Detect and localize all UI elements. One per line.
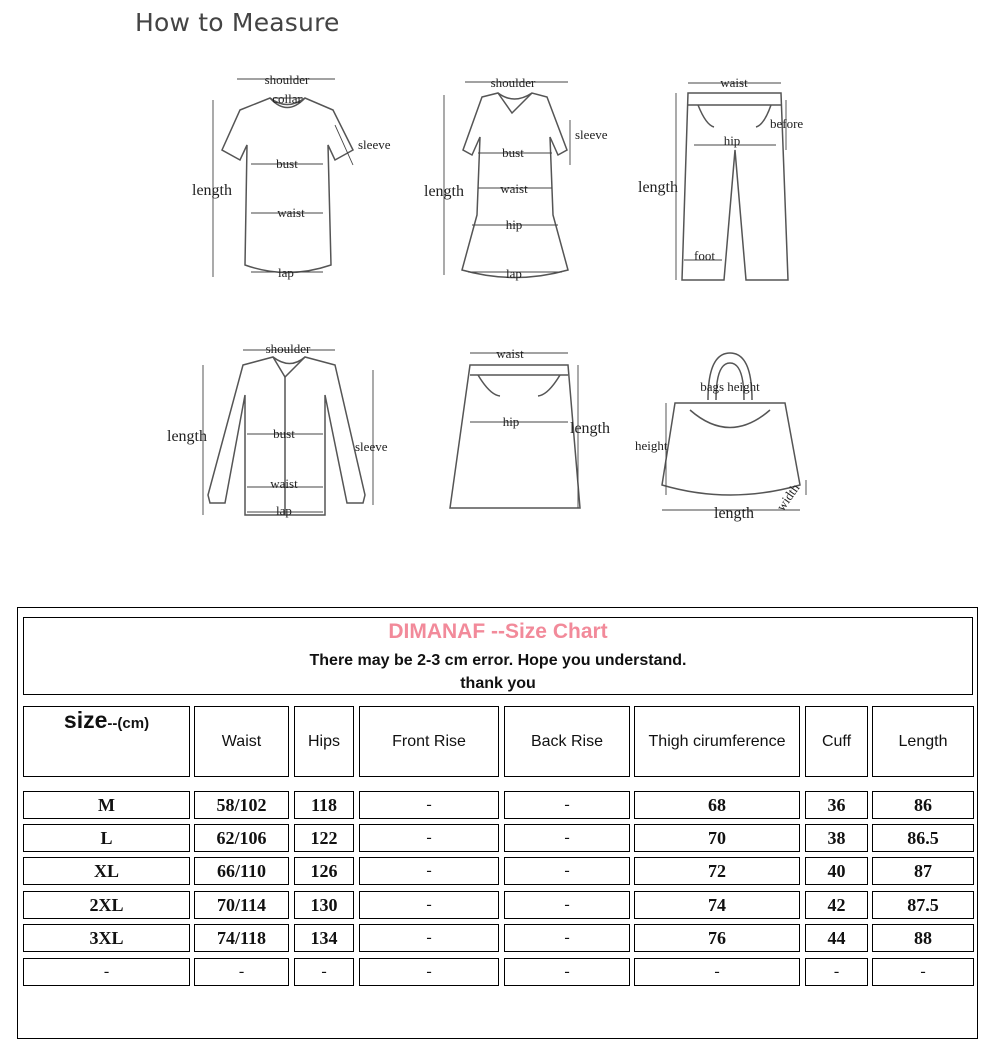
pants-length-label: length bbox=[638, 179, 678, 196]
table-cell: - bbox=[504, 824, 630, 852]
table-cell: 122 bbox=[294, 824, 354, 852]
table-cell: 87 bbox=[872, 857, 974, 885]
dress-diagram bbox=[420, 65, 620, 295]
size-cell: 2XL bbox=[23, 891, 190, 919]
tshirt-length-label: length bbox=[192, 182, 232, 199]
table-cell: - bbox=[359, 824, 499, 852]
column-header: Thigh cirumference bbox=[634, 706, 800, 777]
table-cell: 134 bbox=[294, 924, 354, 952]
bag-height-label: bags height bbox=[700, 379, 760, 394]
table-cell: 42 bbox=[805, 891, 868, 919]
table-cell: 86.5 bbox=[872, 824, 974, 852]
tshirt-lap-label: lap bbox=[278, 265, 294, 280]
coat-length-label: length bbox=[167, 428, 207, 445]
tshirt-sketch bbox=[222, 98, 353, 273]
coat-sleeve-label: sleeve bbox=[355, 439, 388, 454]
table-cell: 74 bbox=[634, 891, 800, 919]
table-cell: - bbox=[359, 791, 499, 819]
bag-sketch bbox=[662, 353, 800, 495]
table-cell: 76 bbox=[634, 924, 800, 952]
page-title: How to Measure bbox=[135, 8, 340, 37]
table-cell: - bbox=[504, 924, 630, 952]
size-unit: --(cm) bbox=[107, 715, 150, 732]
skirt-waist-label: waist bbox=[496, 346, 524, 361]
pants-waist-label: waist bbox=[720, 75, 748, 90]
dress-sleeve-label: sleeve bbox=[575, 127, 608, 142]
table-cell: - bbox=[359, 958, 499, 986]
size-chart-header bbox=[23, 617, 973, 695]
size-cell: L bbox=[23, 824, 190, 852]
table-cell: 72 bbox=[634, 857, 800, 885]
table-cell: - bbox=[634, 958, 800, 986]
size-cell: 3XL bbox=[23, 924, 190, 952]
dress-hip-label: hip bbox=[505, 217, 523, 232]
table-cell: - bbox=[504, 958, 630, 986]
bag-side-height-label: height bbox=[635, 438, 668, 453]
table-cell: - bbox=[359, 857, 499, 885]
table-cell: 74/118 bbox=[194, 924, 289, 952]
table-cell: 68 bbox=[634, 791, 800, 819]
coat-lap-label: lap bbox=[276, 503, 292, 518]
table-cell: 70/114 bbox=[194, 891, 289, 919]
table-cell: - bbox=[359, 891, 499, 919]
thanks-text: thank you bbox=[460, 675, 536, 692]
column-header: Hips bbox=[294, 706, 354, 777]
table-cell: 58/102 bbox=[194, 791, 289, 819]
dress-waist-label: waist bbox=[500, 181, 528, 196]
brand-title: DIMANAF --Size Chart bbox=[388, 620, 608, 643]
coat-diagram bbox=[165, 335, 405, 550]
table-cell: - bbox=[805, 958, 868, 986]
table-cell: 70 bbox=[634, 824, 800, 852]
column-header: Back Rise bbox=[504, 706, 630, 777]
table-cell: 44 bbox=[805, 924, 868, 952]
table-cell: - bbox=[504, 791, 630, 819]
skirt-hip-label: hip bbox=[502, 414, 520, 429]
size-cell: M bbox=[23, 791, 190, 819]
table-cell: 36 bbox=[805, 791, 868, 819]
table-cell: - bbox=[504, 891, 630, 919]
dress-lap-label: lap bbox=[506, 266, 522, 281]
table-cell: 126 bbox=[294, 857, 354, 885]
size-label: size bbox=[63, 707, 108, 733]
table-cell: 40 bbox=[805, 857, 868, 885]
table-cell: 118 bbox=[294, 791, 354, 819]
table-cell: 66/110 bbox=[194, 857, 289, 885]
dress-bust-label: bust bbox=[502, 145, 524, 160]
column-header: Front Rise bbox=[359, 706, 499, 777]
table-cell: 38 bbox=[805, 824, 868, 852]
coat-waist-label: waist bbox=[270, 476, 298, 491]
skirt-length-label: length bbox=[570, 420, 610, 437]
column-header: Length bbox=[872, 706, 974, 777]
column-header: Cuff bbox=[805, 706, 868, 777]
table-cell: - bbox=[872, 958, 974, 986]
skirt-sketch bbox=[450, 365, 580, 508]
tshirt-bust-label: bust bbox=[276, 156, 298, 171]
skirt-diagram bbox=[440, 340, 630, 520]
coat-bust-label: bust bbox=[273, 426, 295, 441]
pants-diagram bbox=[636, 65, 826, 295]
bag-width-label: width bbox=[773, 480, 803, 514]
error-note-text: There may be 2-3 cm error. Hope you understand. bbox=[309, 652, 687, 669]
dress-length-label: length bbox=[424, 183, 464, 200]
table-cell: - bbox=[504, 857, 630, 885]
bag-length-label: length bbox=[714, 505, 754, 522]
tshirt-diagram bbox=[185, 65, 405, 295]
table-cell: 130 bbox=[294, 891, 354, 919]
pants-hip-label: hip bbox=[723, 133, 741, 148]
table-cell: 86 bbox=[872, 791, 974, 819]
tshirt-collar-label: collar bbox=[272, 91, 302, 106]
error-note bbox=[24, 649, 972, 695]
tshirt-shoulder-label: shoulder bbox=[264, 72, 310, 87]
table-cell: 87.5 bbox=[872, 891, 974, 919]
size-column-header bbox=[23, 706, 190, 777]
table-cell: - bbox=[359, 924, 499, 952]
table-cell: - bbox=[194, 958, 289, 986]
pants-before-label: before bbox=[770, 116, 804, 131]
tshirt-waist-label: waist bbox=[277, 205, 305, 220]
bag-diagram bbox=[630, 345, 830, 530]
coat-shoulder-label: shoulder bbox=[265, 341, 311, 356]
dress-shoulder-label: shoulder bbox=[490, 75, 536, 90]
size-cell: - bbox=[23, 958, 190, 986]
column-header: Waist bbox=[194, 706, 289, 777]
pants-foot-label: foot bbox=[694, 248, 715, 263]
size-cell: XL bbox=[23, 857, 190, 885]
table-cell: 88 bbox=[872, 924, 974, 952]
table-cell: - bbox=[294, 958, 354, 986]
tshirt-sleeve-label: sleeve bbox=[358, 137, 391, 152]
table-cell: 62/106 bbox=[194, 824, 289, 852]
